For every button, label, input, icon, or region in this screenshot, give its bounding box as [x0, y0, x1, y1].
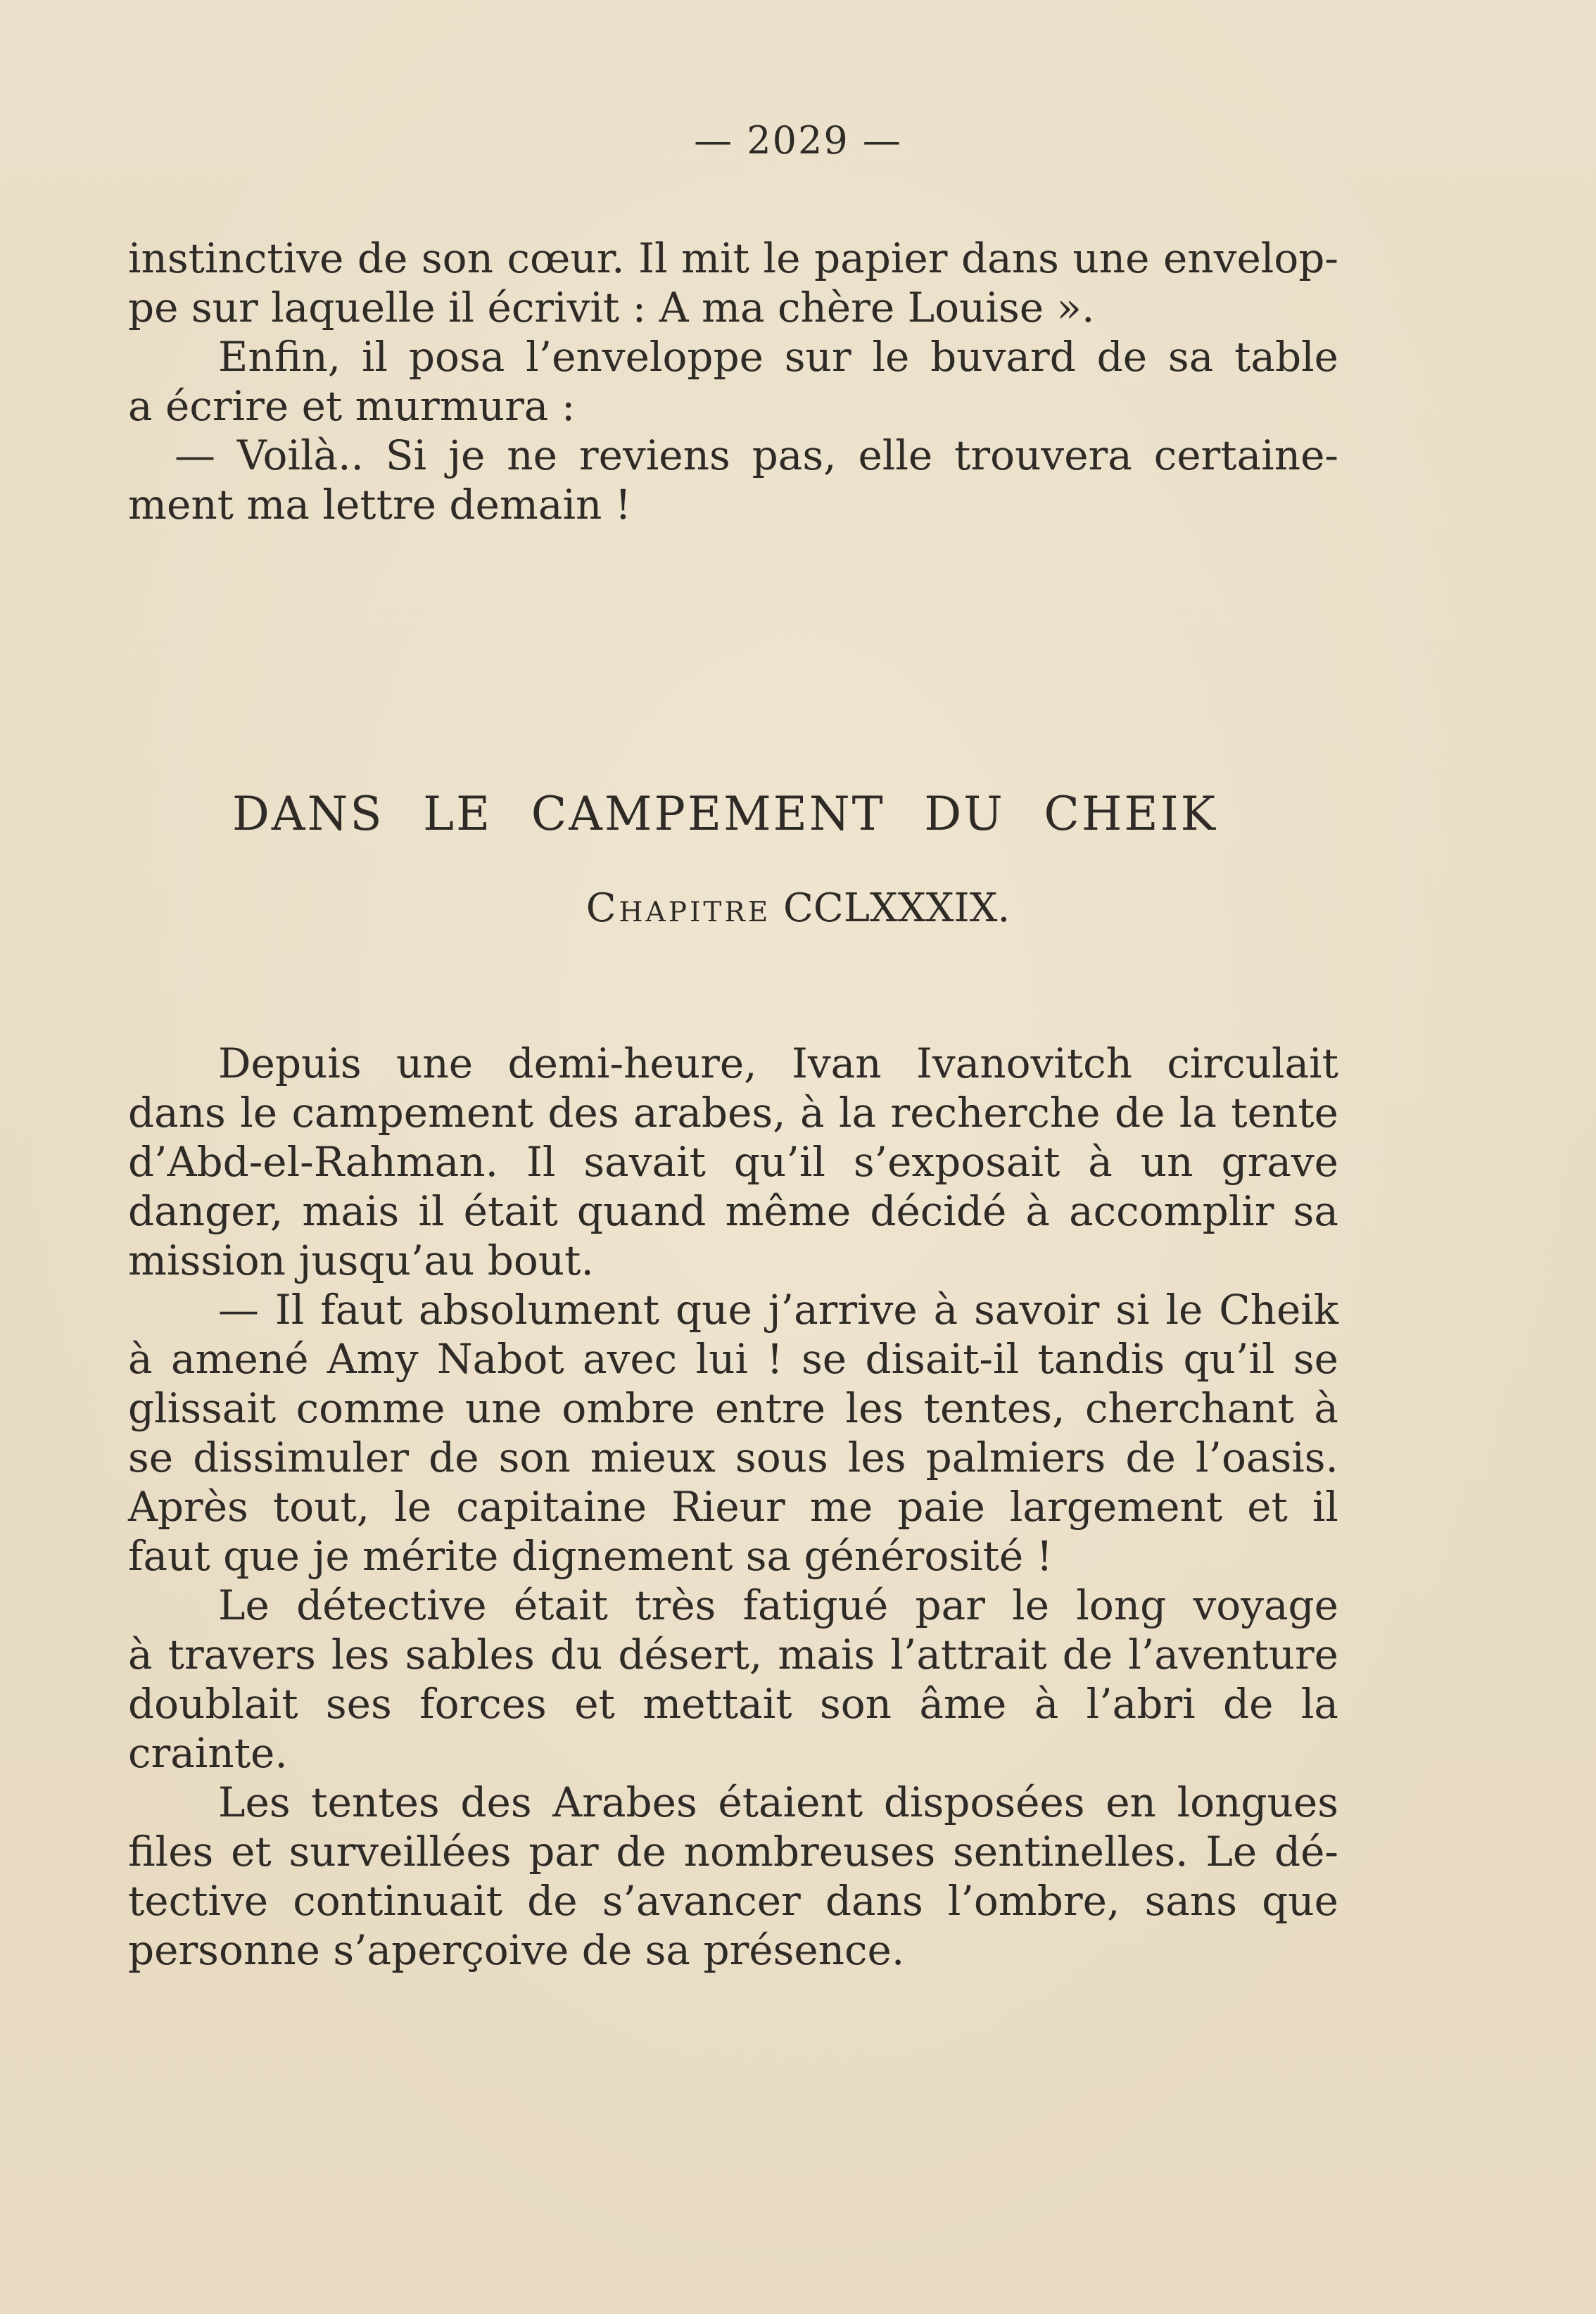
- text-line: doublait ses forces et mettait son âme à l’abri de la: [128, 1680, 1338, 1728]
- text-line: danger, mais il était quand même décidé à accomplir sa: [128, 1187, 1338, 1235]
- text-line: ment ma lettre demain !: [128, 481, 632, 529]
- text-line: pe sur laquelle il écrivit : A ma chère Louise ».: [128, 284, 1095, 331]
- text-line: Les tentes des Arabes étaient disposées en longues: [218, 1778, 1338, 1826]
- text-line: mission jusqu’au bout.: [128, 1237, 594, 1284]
- text-line: instinctive de son cœur. Il mit le papier dans une envelop-: [128, 234, 1338, 282]
- text-line: glissait comme une ombre entre les tentes, cherchant à: [128, 1384, 1338, 1432]
- text-line: tective continuait de s’avancer dans l’ombre, sans que: [128, 1877, 1338, 1925]
- text-line: faut que je mérite dignement sa générosité !: [128, 1532, 1053, 1580]
- text-line: — Voilà.. Si je ne reviens pas, elle trouvera certaine-: [175, 431, 1338, 479]
- text-line: à travers les sables du désert, mais l’attrait de l’aventure: [128, 1631, 1338, 1678]
- text-line: personne s’aperçoive de sa présence.: [128, 1926, 905, 1974]
- chapter-heading: [0, 885, 1596, 931]
- text-line: se dissimuler de son mieux sous les palmiers de l’oasis.: [128, 1434, 1338, 1481]
- text-line: Depuis une demi-heure, Ivan Ivanovitch circulait: [218, 1039, 1338, 1087]
- text-line: d’Abd-el-Rahman. Il savait qu’il s’exposait à un grave: [128, 1138, 1338, 1186]
- section-title: DANS LE CAMPEMENT DU CHEIK: [232, 787, 1217, 841]
- text-line: — Il faut absolument que j’arrive à savoir si le Cheik: [218, 1286, 1338, 1334]
- text-line: Enfin, il posa l’enveloppe sur le buvard de sa table: [218, 333, 1338, 381]
- page-number: — 2029 —: [694, 118, 902, 163]
- chapter-number: CCLXXXIX.: [783, 885, 1011, 931]
- text-line: Après tout, le capitaine Rieur me paie largement et il: [128, 1483, 1338, 1531]
- text-line: files et surveillées par de nombreuses sentinelles. Le dé-: [128, 1828, 1338, 1876]
- text-line: dans le campement des arabes, à la recherche de la tente: [128, 1089, 1338, 1137]
- chapter-word: Chapitre: [585, 885, 771, 931]
- text-line: a écrire et murmura :: [128, 382, 576, 430]
- text-line: à amené Amy Nabot avec lui ! se disait-il tandis qu’il se: [128, 1335, 1338, 1383]
- text-line: Le détective était très fatigué par le long voyage: [218, 1581, 1338, 1629]
- text-line: crainte.: [128, 1729, 288, 1777]
